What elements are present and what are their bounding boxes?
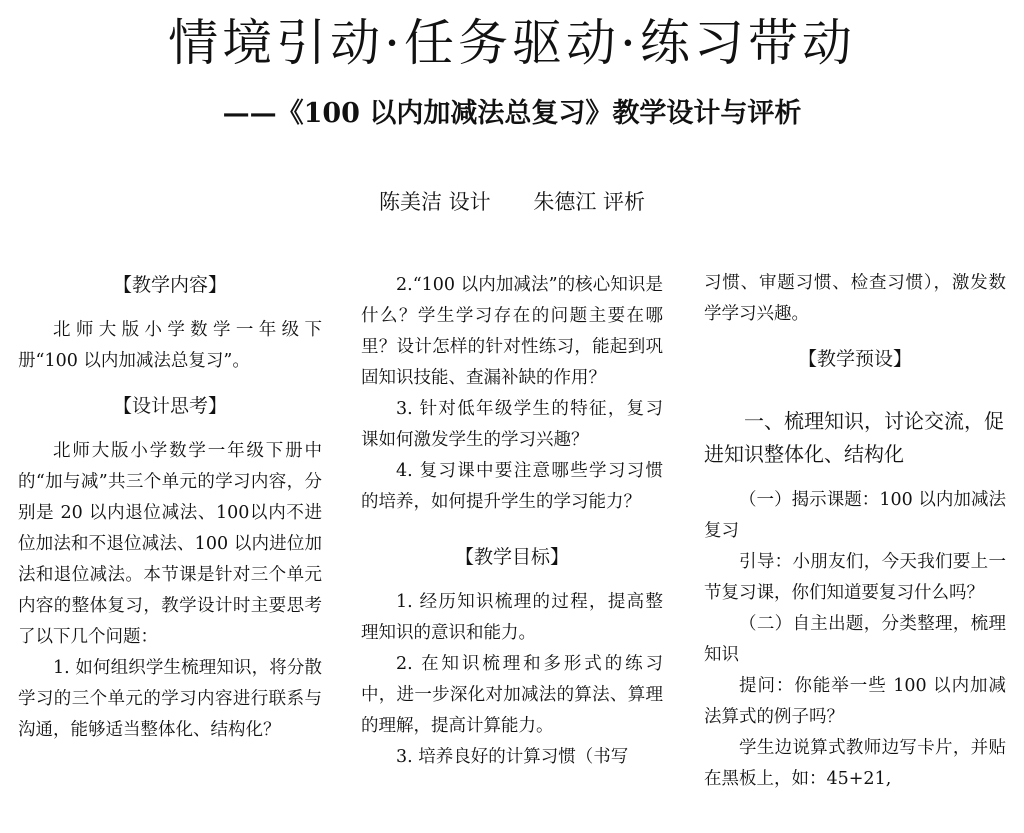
- designer-credit: 陈美洁 设计: [378, 190, 491, 214]
- page-title: 情境引动·任务驱动·练习带动: [168, 14, 856, 72]
- heading-teaching-preset: 【教学预设】: [797, 348, 912, 370]
- reviewer-credit: 朱德江 评析: [533, 190, 646, 214]
- column-1: [18, 270, 322, 746]
- guide-paragraph: 引导：小朋友们，今天我们要上一节复习课，你们知道要复习什么吗？: [704, 552, 1006, 603]
- heading-teaching-goals: 【教学目标】: [454, 546, 569, 568]
- teaching-content-text: 北师大版小学数学一年级下册“100 以内加减法总复习”。: [18, 320, 322, 371]
- design-question-3: 3. 针对低年级学生的特征，复习课如何激发学生的学习兴趣？: [361, 399, 663, 450]
- column-2: [361, 270, 663, 773]
- design-question-4: 4. 复习课中要注意哪些学习习惯的培养，如何提升学生的学习能力？: [361, 461, 663, 512]
- heading-design-thinking: 【设计思考】: [112, 395, 227, 417]
- design-question-2: 2.“100 以内加减法”的核心知识是什么？学生学习存在的问题主要在哪里？设计怎样的针对性练习，能起到巩固知识技能、查漏补缺的作用？: [361, 275, 663, 388]
- section-1-heading: 一、梳理知识，讨论交流，促进知识整体化、结构化: [704, 409, 1004, 466]
- activity-paragraph: 学生边说算式教师边写卡片，并贴在黑板上，如：45+21,: [704, 738, 1006, 789]
- teaching-goal-2: 2. 在知识梳理和多形式的练习中，进一步深化对加减法的算法、算理的理解，提高计算能力。: [361, 654, 663, 736]
- subsection-1-heading: （一）揭示课题：100 以内加减法复习: [704, 490, 1006, 541]
- subsection-2-heading: （二）自主出题，分类整理，梳理知识: [704, 614, 1006, 665]
- teaching-goal-1: 1. 经历知识梳理的过程，提高整理知识的意识和能力。: [361, 592, 663, 643]
- design-question-1: 1. 如何组织学生梳理知识，将分散学习的三个单元的学习内容进行联系与沟通，能够适当整体化、结构化？: [18, 658, 322, 740]
- page-subtitle: ——《100 以内加减法总复习》教学设计与评析: [222, 98, 802, 129]
- teaching-goal-3-continued: 习惯、审题习惯、检查习惯），激发数学学习兴趣。: [704, 273, 1006, 324]
- byline: [0, 186, 1024, 218]
- ask-paragraph: 提问：你能举一些 100 以内加减法算式的例子吗？: [704, 676, 1006, 727]
- teaching-goal-3: 3. 培养良好的计算习惯（书写: [396, 747, 629, 767]
- column-3: [704, 268, 1006, 795]
- design-thinking-intro: 北师大版小学数学一年级下册中的“加与减”共三个单元的学习内容，分别是 20 以内退位减法、100以内不进位加法和不退位减法、100 以内进位加法和退位减法。本节课是针对三个单元内容的整体复习，教学设计时主要思考了以下几个问题：: [18, 441, 322, 647]
- heading-teaching-content: 【教学内容】: [112, 274, 227, 296]
